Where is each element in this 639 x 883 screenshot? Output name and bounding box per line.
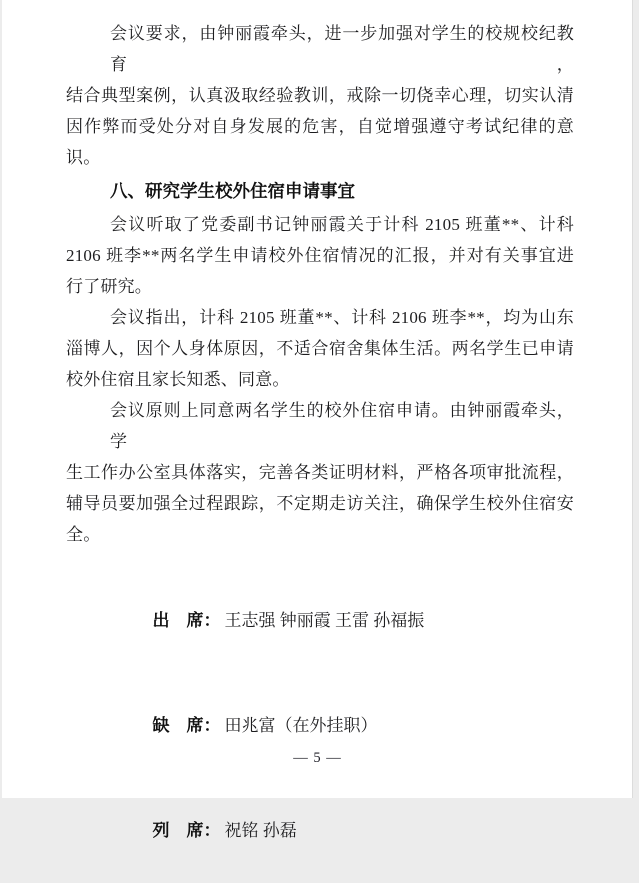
attendance-row-present xyxy=(110,568,574,673)
section-heading: 八、研究学生校外住宿申请事宜 xyxy=(110,181,355,201)
document-page xyxy=(2,0,633,840)
paragraph xyxy=(66,18,574,173)
text-line: 行了研究。 xyxy=(66,277,152,296)
text-line: 会议听取了党委副书记钟丽霞关于计科 2105 班董**、计科 xyxy=(110,215,574,234)
attendance-label: 出 席： xyxy=(152,611,221,630)
text-line: 辅导员要加强全过程跟踪，不定期走访关注，确保学生校外住宿安 xyxy=(66,494,574,513)
paragraph xyxy=(66,302,574,395)
attendance-names: 田兆富（在外挂职） xyxy=(224,716,378,735)
text-line: 生工作办公室具体落实，完善各类证明材料，严格各项审批流程， xyxy=(66,463,574,482)
text-line: 结合典型案例，认真汲取经验教训，戒除一切侥幸心理，切实认清 xyxy=(66,86,574,105)
text-line: 全。 xyxy=(66,525,101,544)
paragraph xyxy=(66,395,574,550)
text-line: 识。 xyxy=(66,148,101,167)
text-line: 会议指出，计科 2105 班董**、计科 2106 班李**，均为山东 xyxy=(110,308,574,327)
attendance-names: 王志强 钟丽霞 王雷 孙福振 xyxy=(224,611,425,630)
text-line: 淄博人，因个人身体原因，不适合宿舍集体生活。两名学生已申请 xyxy=(66,339,574,358)
attendance-label: 列 席： xyxy=(152,821,221,840)
text-line: 会议要求，由钟丽霞牵头，进一步加强对学生的校规校纪教育， xyxy=(110,24,574,74)
paragraph xyxy=(66,209,574,302)
text-line: 2106 班李**两名学生申请校外住宿情况的汇报，并对有关事宜进 xyxy=(66,246,574,265)
attendance-section xyxy=(66,568,574,883)
attendance-names: 祝铭 孙磊 xyxy=(224,821,297,840)
attendance-row-observer xyxy=(110,778,574,883)
text-line: 校外住宿且家长知悉、同意。 xyxy=(66,370,290,389)
page-number: — 5 — xyxy=(293,750,342,766)
text-line: 因作弊而受处分对自身发展的危害，自觉增强遵守考试纪律的意 xyxy=(66,117,574,136)
attendance-label: 缺 席： xyxy=(152,716,221,735)
text-line: 会议原则上同意两名学生的校外住宿申请。由钟丽霞牵头，学 xyxy=(110,401,574,451)
